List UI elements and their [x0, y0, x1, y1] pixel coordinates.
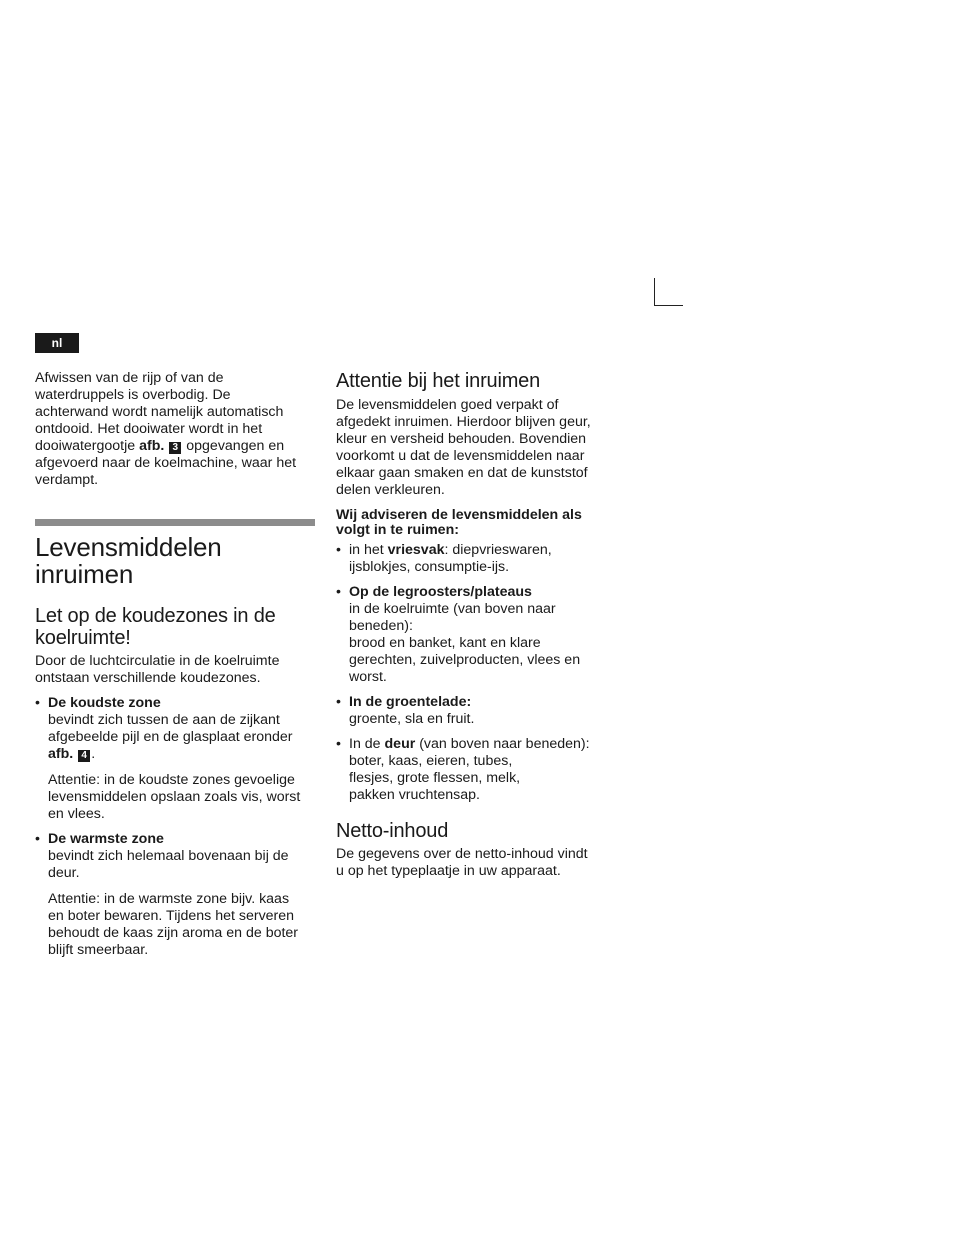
text-span: in het [349, 542, 384, 558]
text-line: De gegevens over de netto-inhoud vindt [336, 846, 588, 862]
text-line: elkaar gaan smaken en dat de kunststof [336, 465, 588, 481]
text-line: pakken vruchtensap. [349, 787, 480, 803]
text-line: worst. [349, 669, 387, 685]
heading-line: koelruimte! [35, 627, 131, 649]
list-item-shelves [336, 584, 616, 686]
text-line: beneden): [349, 618, 413, 634]
attentie-paragraph [336, 397, 616, 499]
title-line: Levensmiddelen [35, 532, 222, 562]
text-line: Afwissen van de rijp of van de [35, 370, 224, 386]
text-line: en vlees. [48, 806, 105, 822]
text-span: In de [349, 736, 381, 752]
text-line: afgebeelde pijl en de glasplaat eronder [48, 729, 293, 745]
netto-paragraph [336, 846, 616, 880]
text-line: waterdruppels is overbodig. De [35, 387, 231, 403]
text-line: achterwand wordt namelijk automatisch [35, 404, 284, 420]
zone-title: • De warmste zone [48, 831, 164, 847]
figure-number-badge: 4 [78, 750, 90, 762]
text-line: delen verkleuren. [336, 482, 445, 498]
text-line [48, 746, 317, 763]
zone-title: • De koudste zone [48, 695, 161, 711]
intro-paragraph [35, 370, 317, 489]
text-line: ontstaan verschillende koudezones. [35, 670, 261, 686]
list-item-warmest-zone [35, 831, 317, 882]
text-line: bevindt zich helemaal bovenaan bij de [48, 848, 289, 864]
coldest-note [35, 772, 317, 823]
text-line: De levensmiddelen goed verpakt of [336, 397, 559, 413]
list-item-coldest-zone [35, 695, 317, 763]
text-line: gerechten, zuivelproducten, vlees en [349, 652, 581, 668]
text-line: Attentie: in de koudste zones gevoelige [48, 772, 295, 788]
text-line [349, 542, 616, 559]
heading-line: volgt in te ruimen: [336, 522, 459, 538]
lead-paragraph [35, 653, 317, 687]
item-title: • In de groentelade: [349, 694, 472, 710]
text-line: afgevoerd naar de koelmachine, waar het [35, 455, 297, 471]
figure-ref-label: afb. [48, 746, 74, 762]
figure-ref-label: afb. [139, 438, 165, 454]
text-line: Attentie: in de warmste zone bijv. kaas [48, 891, 290, 907]
text-line: ijsblokjes, consumptie-ijs. [349, 559, 510, 575]
heading-netto-inhoud: Netto-inhoud [336, 820, 449, 842]
right-column [336, 370, 616, 880]
text-line: brood en banket, kant en klare [349, 635, 541, 651]
text-span-bold: vriesvak [387, 542, 445, 558]
text-line: levensmiddelen opslaan zoals vis, worst [48, 789, 301, 805]
text-span: dooiwatergootje [35, 438, 136, 454]
text-line: bevindt zich tussen de aan de zijkant [48, 712, 280, 728]
text-span: : diepvrieswaren, [444, 542, 552, 558]
heading-line: Wij adviseren de levensmiddelen als [336, 507, 582, 523]
title-line: inruimen [35, 559, 134, 589]
item-title: • Op de legroosters/plateaus [349, 584, 532, 600]
text-line: verdampt. [35, 472, 99, 488]
text-line: Door de luchtcirculatie in de koelruimte [35, 653, 280, 669]
text-line: u op het typeplaatje in uw apparaat. [336, 863, 561, 879]
warmest-note [35, 891, 317, 959]
language-tab: nl [35, 333, 79, 353]
text-line: afgedekt inruimen. Hierdoor blijven geur, [336, 414, 591, 430]
storage-list [336, 542, 616, 804]
text-line: in de koelruimte (van boven naar [349, 601, 556, 617]
text-span: . [91, 746, 96, 762]
crop-mark [654, 278, 683, 306]
text-span-bold: deur [384, 736, 416, 752]
zone-list [35, 695, 317, 763]
text-line: deur. [48, 865, 80, 881]
text-line: groente, sla en fruit. [349, 711, 475, 727]
text-line [35, 438, 317, 455]
text-line: ontdooid. Het dooiwater wordt in het [35, 421, 263, 437]
advice-heading [336, 508, 616, 538]
heading-line: Let op de koudezones in de [35, 605, 276, 627]
heading-attentie: Attentie bij het inruimen [336, 370, 541, 392]
text-line: en boter bewaren. Tijdens het serveren [48, 908, 295, 924]
text-line: kleur en versheid behouden. Bovendien [336, 431, 587, 447]
list-item-vegetable-drawer [336, 694, 616, 728]
text-line: boter, kaas, eieren, tubes, [349, 753, 513, 769]
text-line: flesjes, grote flessen, melk, [349, 770, 521, 786]
text-line [349, 736, 616, 753]
text-line: voorkomt u dat de levensmiddelen naar [336, 448, 585, 464]
list-item-door [336, 736, 616, 804]
text-span: (van boven naar beneden): [415, 736, 590, 752]
section-divider [35, 519, 315, 526]
text-span: opgevangen en [186, 438, 285, 454]
left-column [35, 370, 317, 959]
text-line: behoudt de kaas zijn aroma en de boter [48, 925, 299, 941]
list-item-freezer [336, 542, 616, 576]
section-title [35, 534, 317, 588]
zone-list [35, 831, 317, 882]
text-line: blijft smeerbaar. [48, 942, 149, 958]
figure-number-badge: 3 [169, 442, 181, 454]
subheading-koudezones [35, 605, 317, 649]
